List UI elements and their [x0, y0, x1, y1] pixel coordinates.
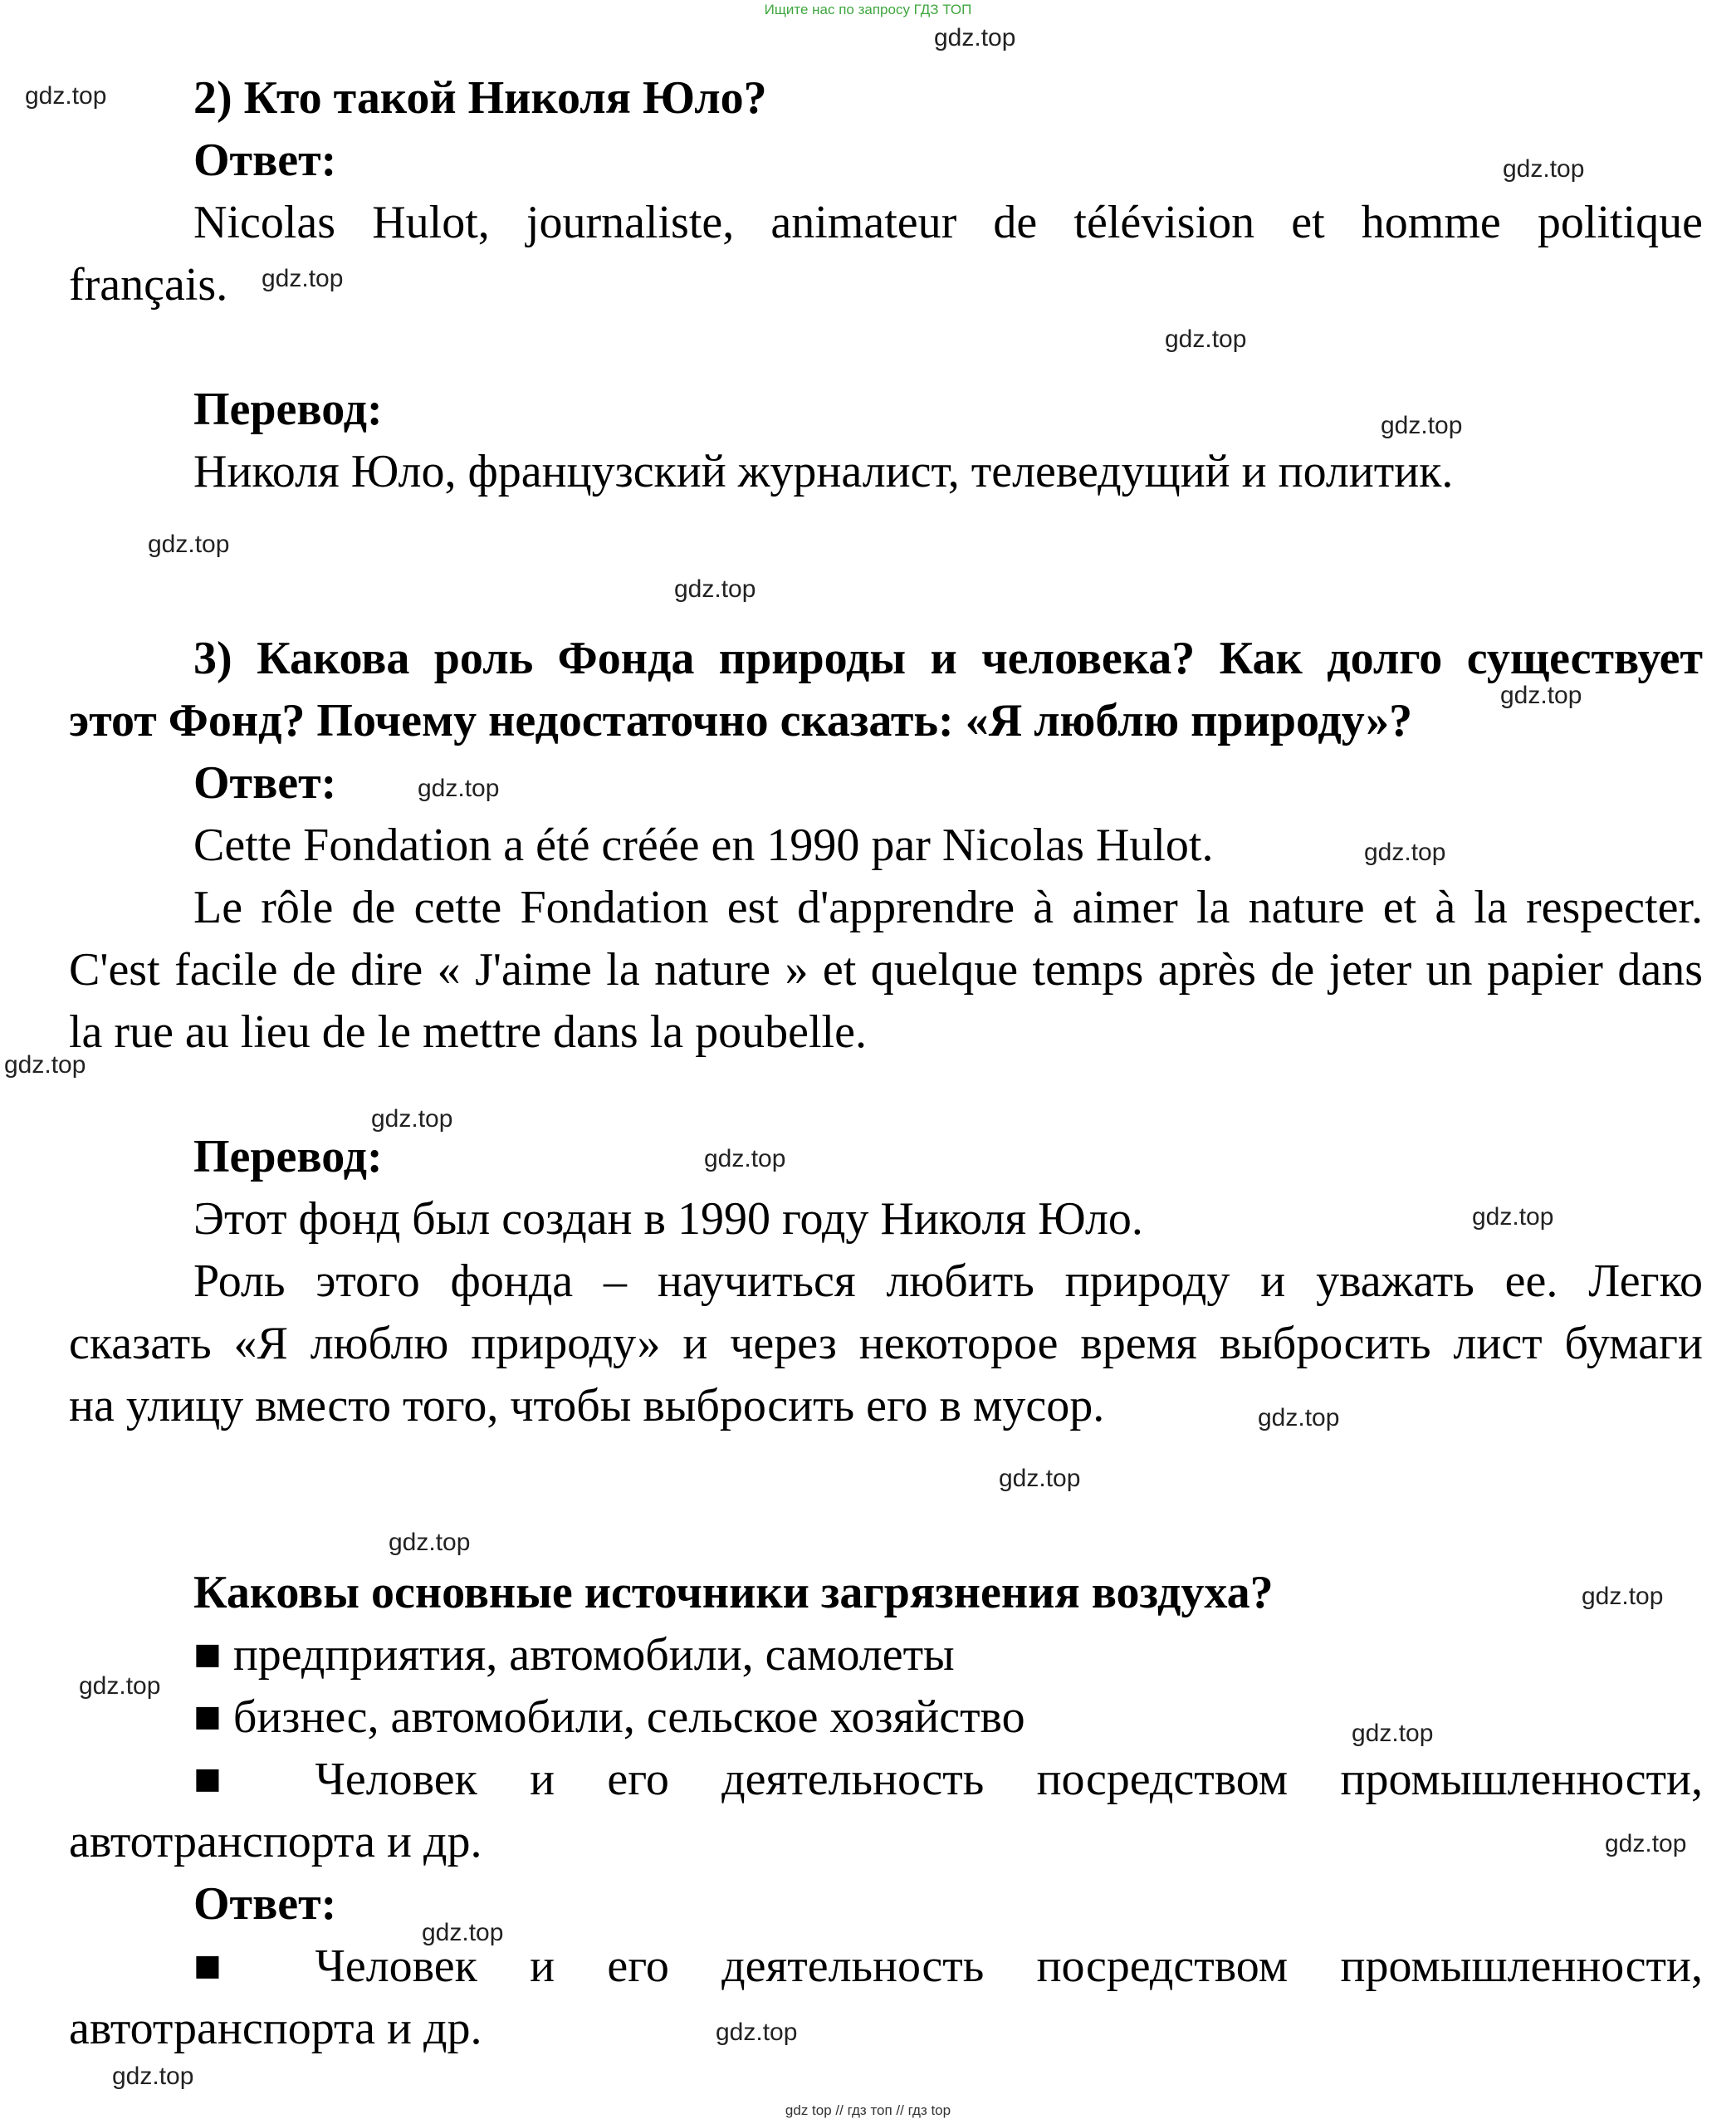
watermark: gdz.top [1165, 325, 1247, 353]
option-item: ■ бизнес, автомобили, сельское хозяйство [193, 1691, 1025, 1743]
watermark: gdz.top [1500, 682, 1582, 709]
answer-text-line: ■ Человек и его деятельность посредством промышленности, [193, 1940, 1703, 1992]
answer-text-line: C'est facile de dire « J'aime la nature » et quelque temps après de jeter un papier dans [69, 944, 1703, 996]
watermark: gdz.top [79, 1672, 161, 1700]
answer-text-line: автотранспорта и др. [69, 2003, 482, 2054]
watermark: gdz.top [934, 24, 1016, 51]
watermark: gdz.top [1364, 839, 1446, 866]
watermark: gdz.top [1472, 1203, 1554, 1231]
answer-text-line: Cette Fondation a été créée en 1990 par Nicolas Hulot. [193, 820, 1214, 871]
option-item: ■ предприятия, автомобили, самолеты [193, 1629, 955, 1681]
watermark: gdz.top [422, 1919, 504, 1946]
watermark: gdz.top [4, 1051, 86, 1079]
answer-label: Ответ: [193, 135, 337, 186]
bottom-banner: gdz top // гдз топ // гдз top [785, 2102, 951, 2118]
watermark: gdz.top [25, 82, 107, 110]
question-2-title: 2) Кто такой Николя Юло? [193, 72, 767, 124]
question-3-title-line: 3) Какова роль Фонда природы и человека? Как долго существует [193, 633, 1703, 684]
watermark: gdz.top [1381, 412, 1463, 439]
option-item: ■ Человек и его деятельность посредством промышленности, [193, 1754, 1703, 1805]
answer-text-line: la rue au lieu de le mettre dans la poubelle. [69, 1006, 867, 1058]
watermark: gdz.top [148, 531, 230, 558]
watermark: gdz.top [716, 2019, 798, 2046]
watermark: gdz.top [112, 2063, 194, 2090]
translation-text-line: Роль этого фонда – научиться любить природу и уважать ее. Легко [193, 1255, 1703, 1307]
question-4-title: Каковы основные источники загрязнения воздуха? [193, 1567, 1274, 1618]
translation-text-line: сказать «Я люблю природу» и через некоторое время выбросить лист бумаги [69, 1318, 1703, 1369]
answer-label: Ответ: [193, 757, 337, 809]
watermark: gdz.top [1503, 155, 1585, 183]
watermark: gdz.top [1582, 1583, 1664, 1610]
watermark: gdz.top [389, 1529, 471, 1556]
option-item-continuation: автотранспорта и др. [69, 1816, 482, 1867]
translation-text-line: Николя Юло, французский журналист, телеведущий и политик. [193, 446, 1454, 497]
answer-text-line: Nicolas Hulot, journaliste, animateur de télévision et homme politique [193, 197, 1703, 248]
watermark: gdz.top [1605, 1830, 1687, 1857]
translation-label: Перевод: [193, 384, 383, 435]
translation-text-line: Этот фонд был создан в 1990 году Николя Юло. [193, 1193, 1143, 1245]
answer-text-line: français. [69, 259, 228, 311]
watermark: gdz.top [418, 775, 500, 802]
watermark: gdz.top [1258, 1404, 1340, 1431]
watermark: gdz.top [674, 575, 756, 603]
top-banner[interactable]: Ищите нас по запросу ГДЗ ТОП [764, 2, 972, 17]
watermark: gdz.top [1352, 1720, 1434, 1747]
watermark: gdz.top [371, 1105, 453, 1133]
translation-text-line: на улицу вместо того, чтобы выбросить его в мусор. [69, 1380, 1105, 1431]
question-3-title-line: этот Фонд? Почему недостаточно сказать: «Я люблю природу»? [69, 695, 1413, 746]
translation-label: Перевод: [193, 1131, 383, 1182]
watermark: gdz.top [999, 1465, 1081, 1492]
answer-label: Ответ: [193, 1878, 337, 1930]
watermark: gdz.top [262, 265, 344, 292]
watermark: gdz.top [704, 1145, 786, 1172]
answer-text-line: Le rôle de cette Fondation est d'apprendre à aimer la nature et à la respecter. [193, 882, 1703, 933]
